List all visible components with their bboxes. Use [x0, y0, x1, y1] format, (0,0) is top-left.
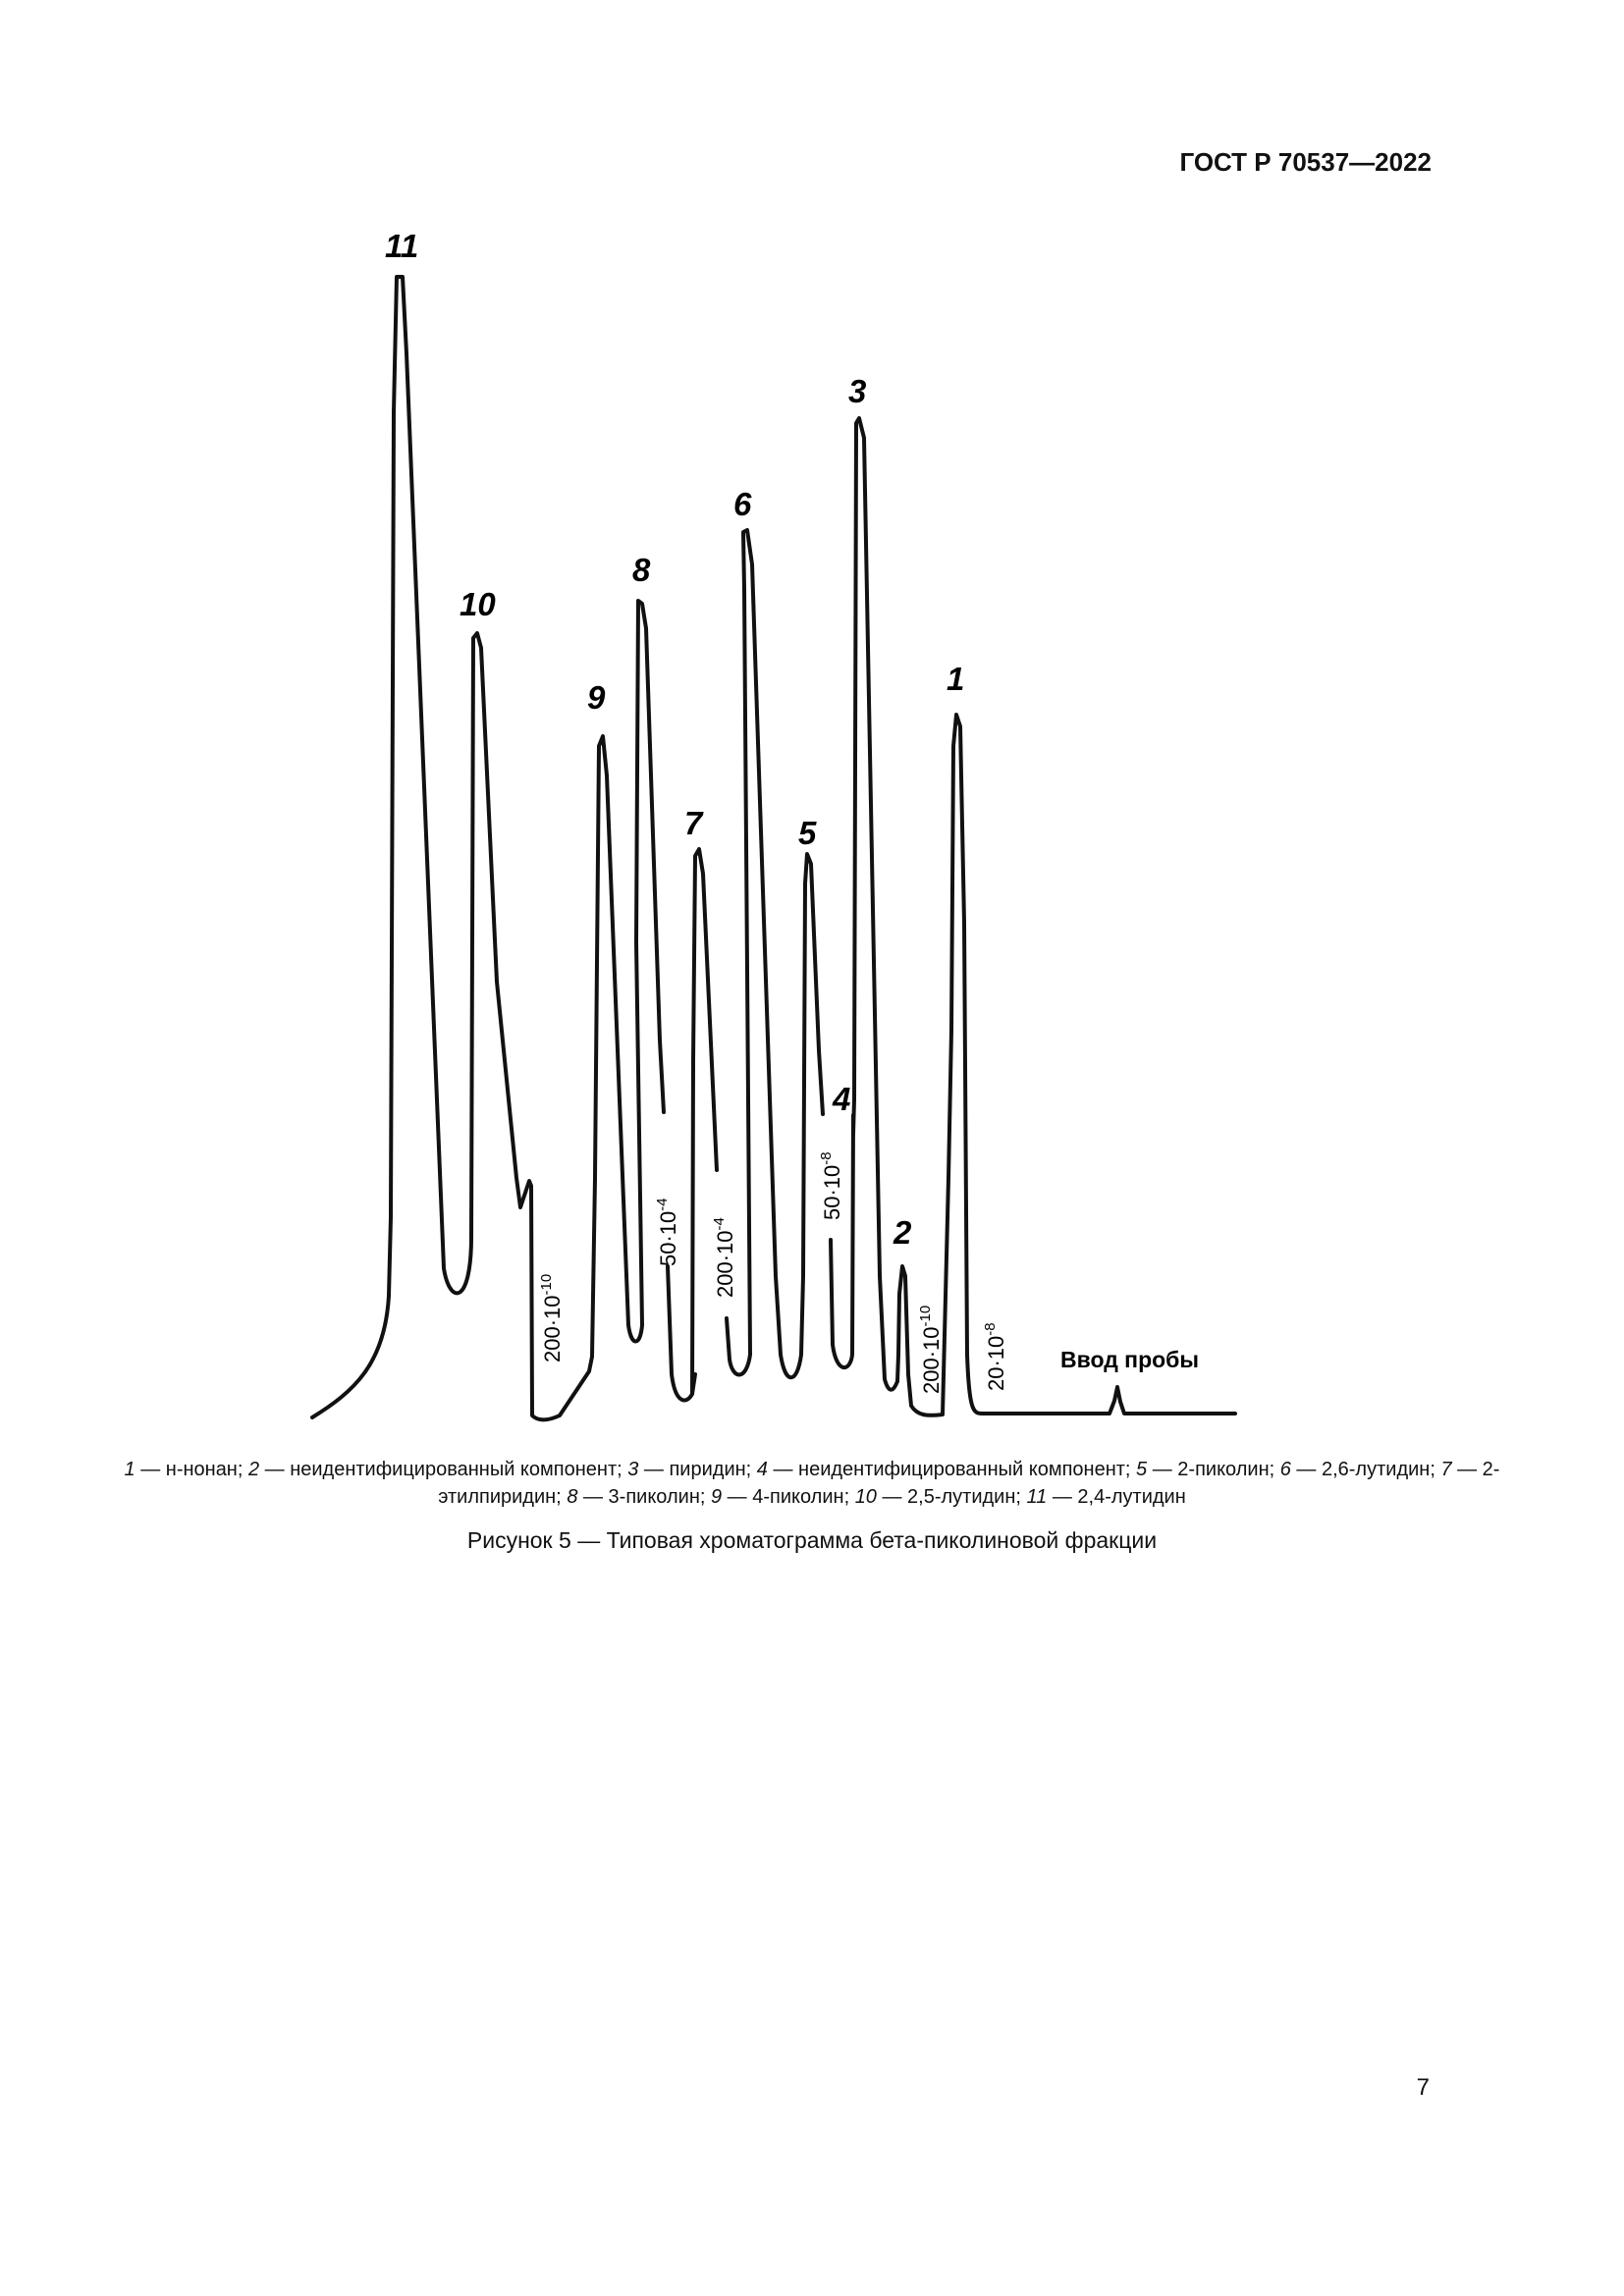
document-header: ГОСТ Р 70537—2022: [1179, 147, 1432, 177]
figure-caption: Рисунок 5 — Типовая хроматограмма бета-пиколиновой фракции: [466, 1527, 1158, 1553]
peak-label-2: 2: [893, 1214, 912, 1251]
scale-label-1: $200\cdot 10^{-10}$: [538, 1273, 565, 1362]
peak-label-11: 11: [385, 228, 419, 264]
chromatogram-trace-segment: [312, 277, 592, 1419]
scale-label-6: $20\cdot 10^{-8}$: [982, 1322, 1008, 1391]
legend-item-1: 1 — н-нонан;: [124, 1459, 248, 1480]
legend-item-9: 9 — 4-пиколин;: [711, 1486, 855, 1508]
peak-label-4: 4: [833, 1081, 851, 1117]
peak-label-5: 5: [798, 815, 817, 851]
legend-item-7: 7 — 2-этилпиридин;: [438, 1459, 1500, 1508]
chromatogram-trace-segment: [692, 849, 717, 1394]
page-number: 7: [1416, 2074, 1430, 2101]
chromatogram-segments: [312, 277, 1235, 1419]
chromatogram-trace-segment: [727, 530, 823, 1377]
peak-label-7: 7: [684, 805, 703, 841]
scale-label-2: $50\cdot 10^{-4}$: [654, 1198, 680, 1266]
legend-item-8: 8 — 3-пиколин;: [567, 1486, 711, 1508]
peak-label-3: 3: [848, 373, 867, 409]
peak-label-1: 1: [947, 661, 965, 697]
legend-item-5: 5 — 2-пиколин;: [1136, 1459, 1280, 1480]
peak-label-8: 8: [632, 552, 651, 588]
injection-label: Ввод пробы: [1060, 1347, 1200, 1372]
chromatogram-trace-segment: [897, 715, 1235, 1415]
scale-label-4: $50\cdot 10^{-8}$: [818, 1151, 844, 1220]
legend-item-10: 10 — 2,5-лутидин;: [854, 1486, 1027, 1508]
legend-item-3: 3 — пиридин;: [627, 1459, 757, 1480]
legend-item-11: 11 — 2,4-лутидин: [1026, 1486, 1186, 1508]
scale-label-5: $200\cdot 10^{-10}$: [917, 1305, 944, 1394]
peak-label-9: 9: [587, 679, 606, 716]
scale-label-3: $200\cdot 10^{-4}$: [711, 1217, 737, 1298]
legend-item-4: 4 — неидентифицированный компонент;: [756, 1459, 1137, 1480]
peak-label-6: 6: [733, 486, 752, 522]
legend-item-6: 6 — 2,6-лутидин;: [1279, 1459, 1441, 1480]
chromatogram-trace-segment: [853, 418, 897, 1390]
peak-label-10: 10: [460, 586, 496, 622]
legend-item-2: 2 — неидентифицированный компонент;: [247, 1459, 628, 1480]
figure-legend: [108, 1456, 1516, 1511]
